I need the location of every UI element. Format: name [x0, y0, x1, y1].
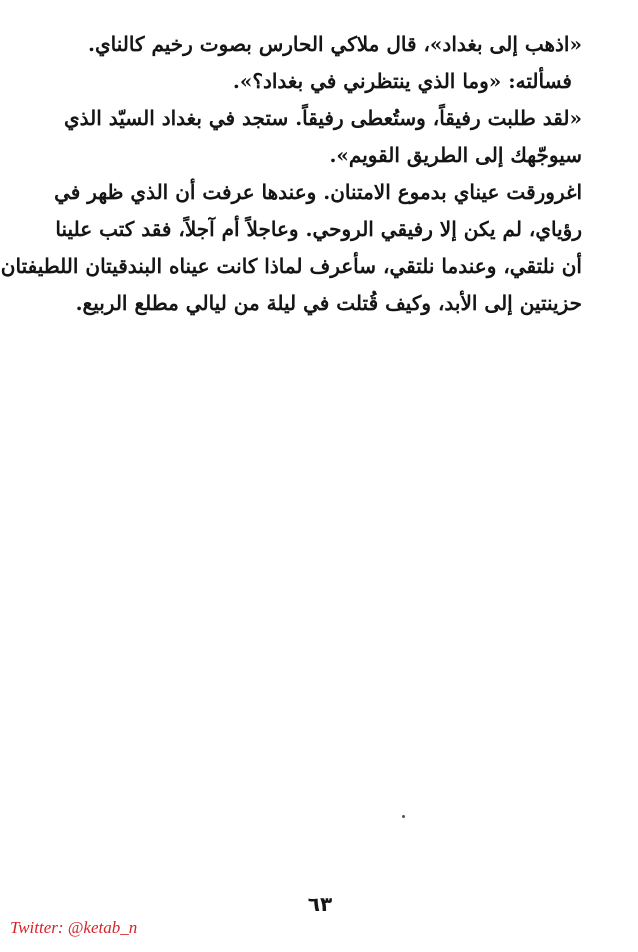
- twitter-watermark: Twitter: @ketab_n: [10, 918, 138, 937]
- text-line-8: حزينتين إلى الأبد، وكيف قُتلت في ليلة من ليالي مطلع الربيع.: [75, 291, 582, 315]
- text-line-6: رؤياي، لم يكن إلا رفيقي الروحي. وعاجلاً أم آجلاً، فقد كتب علينا: [55, 217, 582, 241]
- page-number: ٦٣: [307, 892, 333, 916]
- text-line-2: فسألته: «وما الذي ينتظرني في بغداد؟».: [232, 69, 572, 93]
- text-line-5: اغرورقت عيناي بدموع الامتنان. وعندها عرفت أن الذي ظهر في: [54, 180, 582, 204]
- text-line-1: «اذهب إلى بغداد»، قال ملاكي الحارس بصوت رخيم كالناي.: [88, 32, 582, 56]
- body-text: [0, 26, 582, 322]
- text-line-4: سيوجّهك إلى الطريق القويم».: [329, 143, 582, 167]
- text-line-7: أن نلتقي، وعندما نلتقي، سأعرف لماذا كانت عيناه البندقيتان اللطيفتان: [0, 254, 582, 278]
- text-line-3: «لقد طلبت رفيقاً، وستُعطى رفيقاً. ستجد في بغداد السيّد الذي: [63, 106, 582, 130]
- stray-ink-dot: [402, 815, 405, 818]
